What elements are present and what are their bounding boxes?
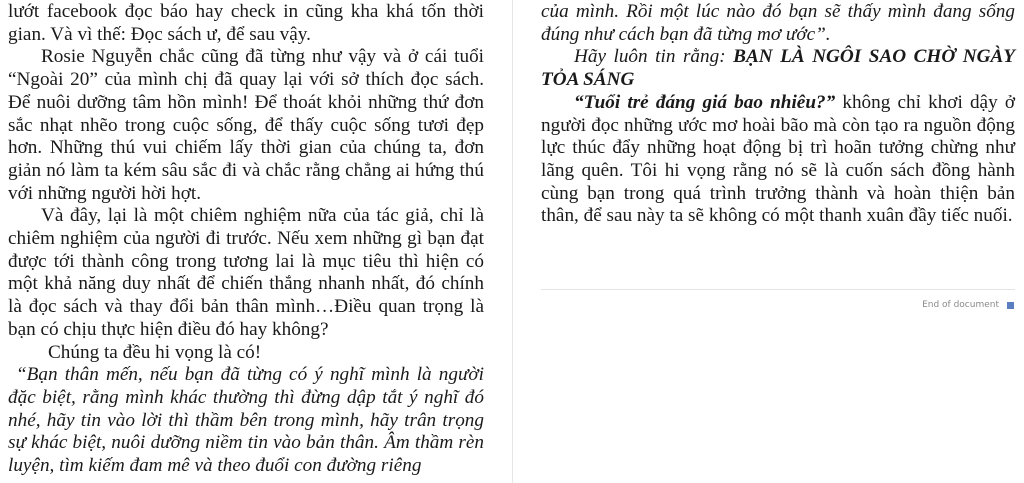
paragraph-conclusion	[541, 92, 1015, 228]
book-title-quote: “Tuổi trẻ đáng giá bao nhiêu?”	[574, 91, 836, 113]
left-column	[8, 1, 484, 478]
believe-emphasis-text: BẠN LÀ NGÔI SAO CHỜ NGÀY TỎA SÁNG	[541, 46, 1015, 91]
end-of-document-rule	[541, 289, 1015, 290]
end-of-document-marker	[922, 299, 1014, 311]
quote-paragraph: “Bạn thân mến, nếu bạn đã từng có ý nghĩ mình là người đặc biệt, rằng mình khác thường thì đừng dập tắt ý nghĩ đó nhé, hãy tin vào lời thì thầm bên trong mình, hãy trân trọng sự khác biệt, nuôi dưỡng niềm tin vào bản thân. Âm thầm rèn luyện, tìm kiếm đam mê và theo đuổi con đường riêng	[8, 364, 484, 477]
end-square-icon	[1007, 302, 1014, 309]
conclusion-text: không chỉ khơi dậy ở người đọc những ước mơ hoài bão mà còn tạo ra nguồn động lực thúc đẩy những hoạt động bị trì hoãn tưởng chừng như lãng quên. Tôi hi vọng rằng nó sẽ là cuốn sách đồng hành cùng bạn trong quá trình trưởng thành và hoàn thiện bản thân, để sau này ta sẽ không có một thanh xuân đầy tiếc nuối.	[541, 91, 1015, 227]
paragraph-believe	[541, 46, 1015, 91]
paragraph-continuation: lướt facebook đọc báo hay check in cũng kha khá tốn thời gian. Và vì thế: Đọc sách ư, để sau vậy.	[8, 1, 484, 45]
quote-continuation: của mình. Rồi một lúc nào đó bạn sẽ thấy mình đang sống đúng như cách bạn đã từng mơ ước”.	[541, 1, 1015, 45]
right-column	[541, 1, 1015, 228]
end-of-document-label: End of document	[922, 300, 999, 310]
paragraph-rosie: Rosie Nguyễn chắc cũng đã từng như vậy và ở cái tuổi “Ngoài 20” của mình chị đã quay lại với sở thích đọc sách. Để nuôi dưỡng tâm hồn mình! Để thoát khỏi những thứ đơn sắc nhạt nhẽo trong cuộc sống, để thấy cuộc sống tươi đẹp hơn. Những thú vui chiếm lấy thời gian của chúng ta, đơn giản nó làm ta kém sâu sắc đi và chắc rằng chẳng ai hứng thú với những người hời hợt.	[8, 46, 484, 204]
paragraph-reflection: Và đây, lại là một chiêm nghiệm nữa của tác giả, chỉ là chiêm nghiệm của người đi trước. Nếu xem những gì bạn đạt được tới thành công trong tương lai là mục tiêu thì hiện có một khả năng duy nhất để chiến thắng nhanh nhất, đó chính là đọc sách và thay đổi bản thân mình…Điều quan trọng là bạn có chịu thực hiện điều đó hay không?	[8, 205, 484, 340]
paragraph-hope: Chúng ta đều hi vọng là có!	[48, 341, 262, 363]
believe-lead-text: Hãy luôn tin rằng:	[574, 46, 734, 68]
column-divider	[512, 0, 513, 483]
